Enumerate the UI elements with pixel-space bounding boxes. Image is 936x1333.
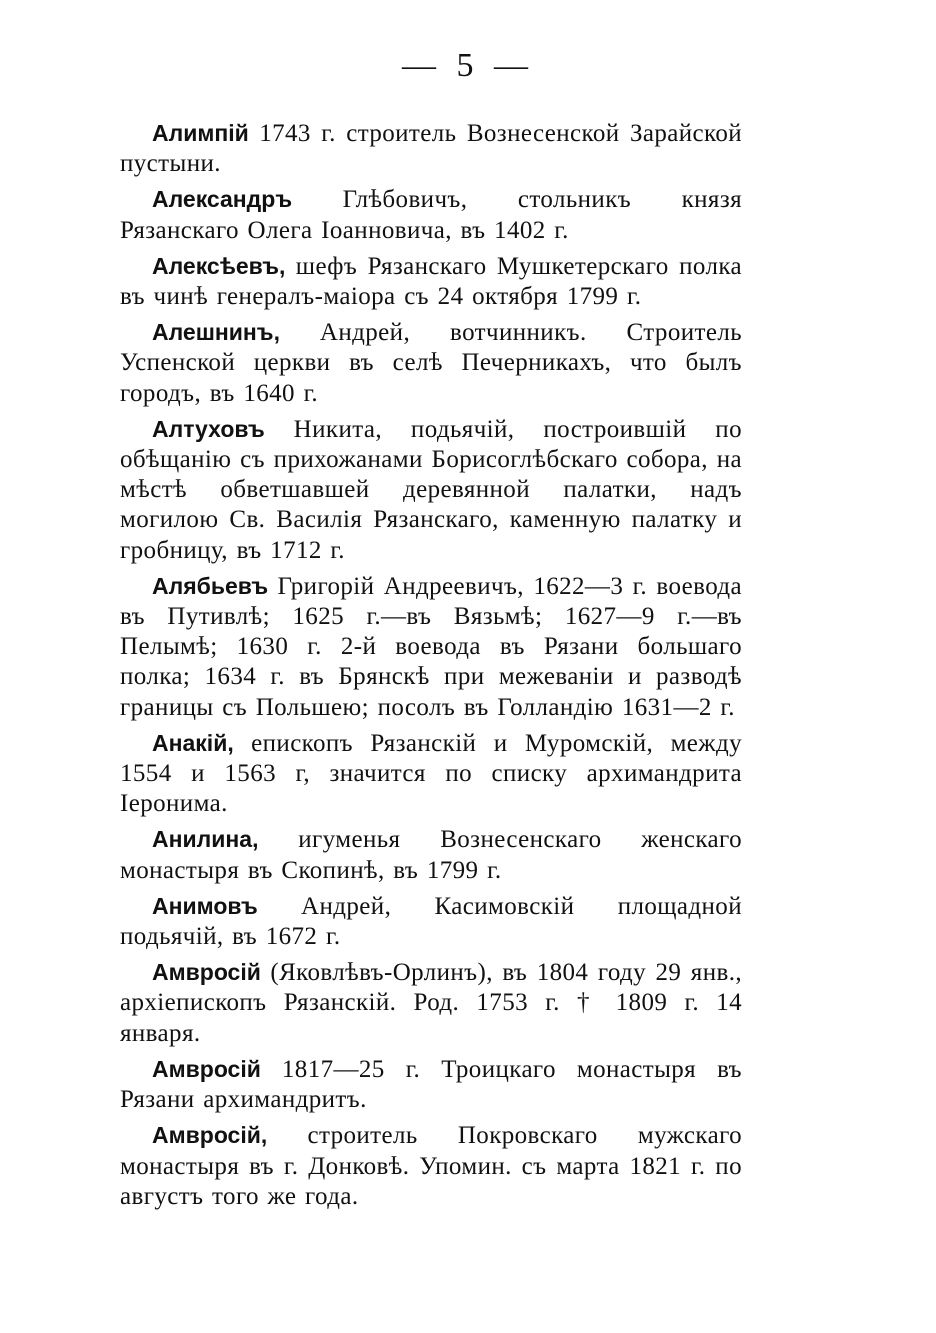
entry-text: Григорій Андреевичъ, 1622—3 г. воевода въ Путивлѣ; 1625 г.—въ Вязьмѣ; 1627—9 г.—въ Пелымѣ; 1630 г. 2-й воевода въ Рязани большаго полка; 1634 г. въ Брянскѣ при межеваніи и разводѣ границы съ Польшею; посолъ въ Голландію 1631—2 г. bbox=[120, 572, 742, 721]
entry-name: Александръ bbox=[152, 186, 293, 213]
entry-text: 1743 г. строитель Вознесенской Зарайской пустыни. bbox=[120, 120, 742, 178]
entry-text: строитель Покровскаго мужскаго монастыря въ г. Донковѣ. Упомин. съ марта 1821 г. по августъ того же года. bbox=[120, 1122, 742, 1210]
entry-text: шефъ Рязанскаго Мушкетерскаго полка въ чинѣ генералъ-маіора съ 24 октября 1799 г. bbox=[120, 252, 742, 311]
entry-anakiy bbox=[120, 728, 742, 820]
entry-text: Глѣбовичъ, стольникъ князя Рязанскаго Олега Іоанновича, въ 1402 г. bbox=[120, 186, 742, 244]
entry-altukhov bbox=[120, 414, 742, 566]
entry-name: Алексѣевъ, bbox=[152, 252, 286, 279]
entry-name: Анилина, bbox=[152, 826, 259, 853]
entry-alekseev bbox=[120, 251, 742, 312]
entry-aleksandr bbox=[120, 184, 742, 245]
entry-animov bbox=[120, 891, 742, 952]
entry-amvrosiy-2 bbox=[120, 1054, 742, 1115]
entry-name: Алешнинъ, bbox=[152, 319, 280, 346]
entry-name: Алимпій bbox=[152, 120, 249, 146]
page-number: — 5 — bbox=[402, 47, 534, 84]
entry-name: Анакій, bbox=[152, 729, 234, 756]
entry-text: епископъ Рязанскій и Муромскій, между 1554 и 1563 г, значится по списку архимандрита Іеронима. bbox=[120, 729, 742, 818]
entry-text: 1817—25 г. Троицкаго монастыря въ Рязани архимандритъ. bbox=[120, 1055, 742, 1114]
entry-text: игуменья Вознесенскаго женскаго монастыря въ Скопинѣ, въ 1799 г. bbox=[120, 826, 742, 884]
entry-amvrosiy-3 bbox=[120, 1120, 742, 1212]
entry-name: Анимовъ bbox=[152, 892, 258, 919]
entry-anilina bbox=[120, 824, 742, 885]
entry-text: (Яковлѣвъ-Орлинъ), въ 1804 году 29 янв., архіепископъ Рязанскій. Род. 1753 г. † 1809 г. 14 января. bbox=[120, 959, 742, 1047]
entry-aleshnin bbox=[120, 317, 742, 409]
entry-text: Андрей, Касимовскій площадной подьячій, въ 1672 г. bbox=[120, 892, 742, 951]
entry-text: Никита, подьячій, построившій по обѣщанію съ прихожанами Борисоглѣбскаго собора, на мѣстѣ обветшавшей деревянной палатки, надъ могилою Св. Василія Рязанскаго, каменную палатку и гробницу, въ 1712 г. bbox=[120, 415, 742, 564]
entry-name: Алтуховъ bbox=[152, 415, 265, 442]
entry-alimpiy bbox=[120, 118, 742, 179]
entry-name: Амвросій bbox=[152, 1055, 261, 1082]
entry-amvrosiy-1 bbox=[120, 957, 742, 1049]
entries-list bbox=[120, 118, 742, 1217]
entry-name: Алябьевъ bbox=[152, 572, 269, 599]
entry-alyabyev bbox=[120, 571, 742, 723]
entry-name: Амвросій, bbox=[152, 1122, 268, 1149]
entry-text: Андрей, вотчинникъ. Строитель Успенской церкви въ селѣ Печерникахъ, что былъ городъ, въ 1640 г. bbox=[120, 319, 742, 407]
entry-name: Амвросій bbox=[152, 959, 261, 986]
